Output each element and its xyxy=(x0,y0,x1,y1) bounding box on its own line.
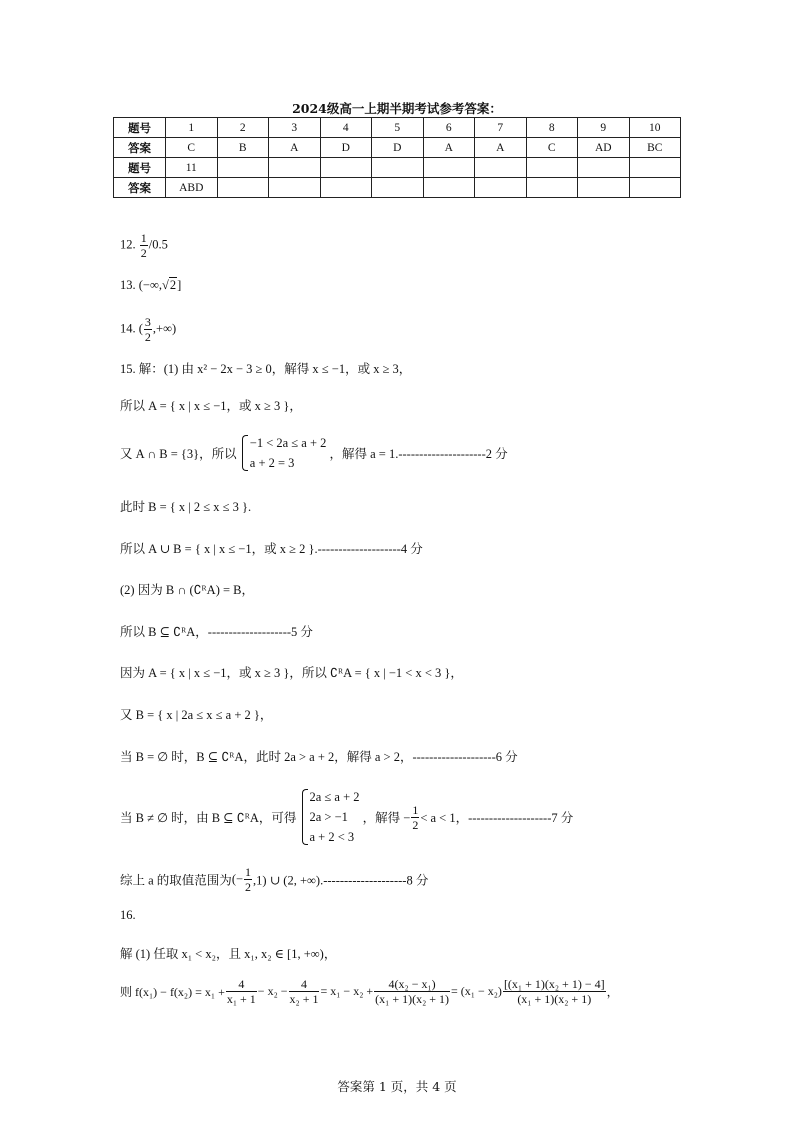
table-cell xyxy=(320,178,372,198)
answer-12 xyxy=(120,232,168,259)
system-line: a + 2 = 3 xyxy=(249,456,295,470)
table-cell xyxy=(217,158,269,178)
text-segment: < a < 1，--------------------7 分 xyxy=(420,811,574,825)
solution-16-line-2 xyxy=(120,978,619,1005)
system-line: −1 < 2a ≤ a + 2 xyxy=(249,436,327,450)
fraction-denominator: 2 xyxy=(144,330,151,344)
table-cell: A xyxy=(475,138,527,158)
table-cell: A xyxy=(423,138,475,158)
solution-15-line-7: 所以 B ⊆ ∁ᴿA，--------------------5 分 xyxy=(120,625,313,639)
fraction-denominator: x₂ + 1 xyxy=(289,992,319,1006)
table-cell: ABD xyxy=(166,178,218,198)
answer-13 xyxy=(120,278,181,293)
table-cell: 10 xyxy=(629,118,681,138)
fraction-numerator: 4 xyxy=(289,978,320,992)
table-cell xyxy=(526,178,578,198)
row-label: 答案 xyxy=(114,138,166,158)
fraction xyxy=(140,232,148,259)
table-cell xyxy=(578,158,630,178)
answer-text: /0.5 xyxy=(148,237,168,252)
row-label: 答案 xyxy=(114,178,166,198)
fraction-denominator: x₁ + 1 xyxy=(226,992,256,1006)
table-cell: 11 xyxy=(166,158,218,178)
fraction-denominator: (x₁ + 1)(x₂ + 1) xyxy=(375,992,450,1006)
interval-open: ( xyxy=(138,321,143,336)
fraction-numerator: 1 xyxy=(245,865,252,879)
text-segment: 又 A ∩ B = {3}，所以 xyxy=(120,447,237,461)
table-cell: 2 xyxy=(217,118,269,138)
table-row xyxy=(114,138,681,158)
solution-15-line-11 xyxy=(120,787,573,847)
table-cell: D xyxy=(320,138,372,158)
solution-15-line-3 xyxy=(120,433,508,473)
text-segment: − x₂ − xyxy=(257,984,288,998)
table-cell xyxy=(423,158,475,178)
fraction xyxy=(411,804,419,831)
question-number: 14. xyxy=(120,321,136,336)
row-label: 题号 xyxy=(114,158,166,178)
table-cell xyxy=(217,178,269,198)
solution-15-line-10: 当 B = ∅ 时，B ⊆ ∁ᴿA，此时 2a > a + 2，解得 a > 2，--------------------6 分 xyxy=(120,750,518,764)
system-line: a + 2 < 3 xyxy=(309,830,355,844)
table-cell xyxy=(629,158,681,178)
system-line: 2a > −1 xyxy=(309,810,348,824)
fraction xyxy=(374,978,450,1005)
question-number: 13. xyxy=(120,278,136,292)
solution-15-line-9: 又 B = { x | 2a ≤ x ≤ a + 2 }， xyxy=(120,708,273,722)
table-cell: 4 xyxy=(320,118,372,138)
table-cell xyxy=(269,178,321,198)
table-cell: 6 xyxy=(423,118,475,138)
table-row xyxy=(114,178,681,198)
text-segment: ， xyxy=(606,985,619,999)
solution-15-line-8: 因为 A = { x | x ≤ −1，或 x ≥ 3 }，所以 ∁ᴿA = { x | −1 < x < 3 }， xyxy=(120,666,463,680)
table-cell: AD xyxy=(578,138,630,158)
sqrt-sign: √ xyxy=(162,278,169,292)
text-segment: 当 B ≠ ∅ 时，由 B ⊆ ∁ᴿA，可得 xyxy=(120,811,297,825)
fraction-denominator: 2 xyxy=(412,817,419,832)
text-segment: 综上 a 的取值范围为 xyxy=(120,873,232,888)
page-footer: 答案第 1 页，共 4 页 xyxy=(337,1079,457,1094)
table-row xyxy=(114,158,681,178)
answer-14 xyxy=(120,316,176,343)
text-segment: ,1) ∪ (2, +∞).--------------------8 分 xyxy=(253,873,429,888)
table-cell xyxy=(475,178,527,198)
solution-15-line-5: 所以 A ∪ B = { x | x ≤ −1，或 x ≥ 2 }.--------------------4 分 xyxy=(120,542,423,556)
text-segment: = (x₁ − x₂) xyxy=(451,984,502,998)
question-16-number: 16. xyxy=(120,908,136,922)
text-segment: (− xyxy=(231,872,244,886)
table-cell xyxy=(475,158,527,178)
table-cell: C xyxy=(166,138,218,158)
table-cell: 3 xyxy=(269,118,321,138)
row-label: 题号 xyxy=(114,118,166,138)
page-title: 2024级高一上期半期考试参考答案： xyxy=(292,101,502,116)
equation-system xyxy=(300,787,360,847)
table-row xyxy=(114,118,681,138)
fraction-numerator: 4(x₂ − x₁) xyxy=(374,978,450,992)
fraction xyxy=(226,978,257,1005)
question-number: 12. xyxy=(120,237,136,252)
fraction-denominator: 2 xyxy=(140,246,147,260)
text-segment: = x₁ − x₂ + xyxy=(320,984,374,998)
solution-16-line-1: 解 (1) 任取 x₁ < x₂，且 x₁, x₂ ∈ [1, +∞)， xyxy=(120,947,337,961)
table-cell: B xyxy=(217,138,269,158)
solution-15-line-4: 此时 B = { x | 2 ≤ x ≤ 3 }. xyxy=(120,500,252,514)
solution-15-line-6: (2) 因为 B ∩ (∁ᴿA) = B， xyxy=(120,583,255,597)
fraction xyxy=(503,978,606,1005)
equation-system xyxy=(240,433,327,473)
solution-15-line-12 xyxy=(120,866,428,893)
text-segment: 则 f(x₁) − f(x₂) = x₁ + xyxy=(120,985,225,999)
table-cell xyxy=(629,178,681,198)
fraction xyxy=(144,316,152,343)
text-segment: ，解得 a = 1.---------------------2 分 xyxy=(329,447,508,461)
interval-left: (−∞, xyxy=(138,278,162,292)
table-cell: D xyxy=(372,138,424,158)
fraction-numerator: 1 xyxy=(140,231,147,245)
fraction-numerator: 1 xyxy=(412,802,419,817)
fraction xyxy=(244,866,252,893)
table-cell xyxy=(423,178,475,198)
system-line: 2a ≤ a + 2 xyxy=(309,790,360,804)
table-cell: 1 xyxy=(166,118,218,138)
table-cell: 8 xyxy=(526,118,578,138)
table-cell: 5 xyxy=(372,118,424,138)
text-segment: ，解得 − xyxy=(362,811,411,825)
fraction xyxy=(289,978,320,1005)
interval-right: ] xyxy=(177,278,182,292)
table-cell: C xyxy=(526,138,578,158)
table-cell: 7 xyxy=(475,118,527,138)
fraction-numerator: 3 xyxy=(144,315,151,329)
table-cell xyxy=(320,158,372,178)
table-cell: A xyxy=(269,138,321,158)
table-cell xyxy=(372,178,424,198)
table-cell: BC xyxy=(629,138,681,158)
answer-table xyxy=(113,117,681,198)
fraction-numerator: 4 xyxy=(226,978,257,992)
interval-tail: ,+∞) xyxy=(152,321,177,336)
fraction-denominator: 2 xyxy=(245,880,252,894)
table-cell xyxy=(526,158,578,178)
sqrt-radicand: 2 xyxy=(169,278,177,292)
fraction-numerator: [(x₁ + 1)(x₂ + 1) − 4] xyxy=(503,977,605,991)
solution-15-line-2: 所以 A = { x | x ≤ −1，或 x ≥ 3 }， xyxy=(120,399,302,413)
fraction-denominator: (x₁ + 1)(x₂ + 1) xyxy=(517,992,592,1006)
solution-15-line-1: 15. 解：(1) 由 x² − 2x − 3 ≥ 0，解得 x ≤ −1，或 x ≥ 3， xyxy=(120,362,412,376)
table-cell xyxy=(269,158,321,178)
table-cell xyxy=(372,158,424,178)
table-cell xyxy=(578,178,630,198)
table-cell: 9 xyxy=(578,118,630,138)
